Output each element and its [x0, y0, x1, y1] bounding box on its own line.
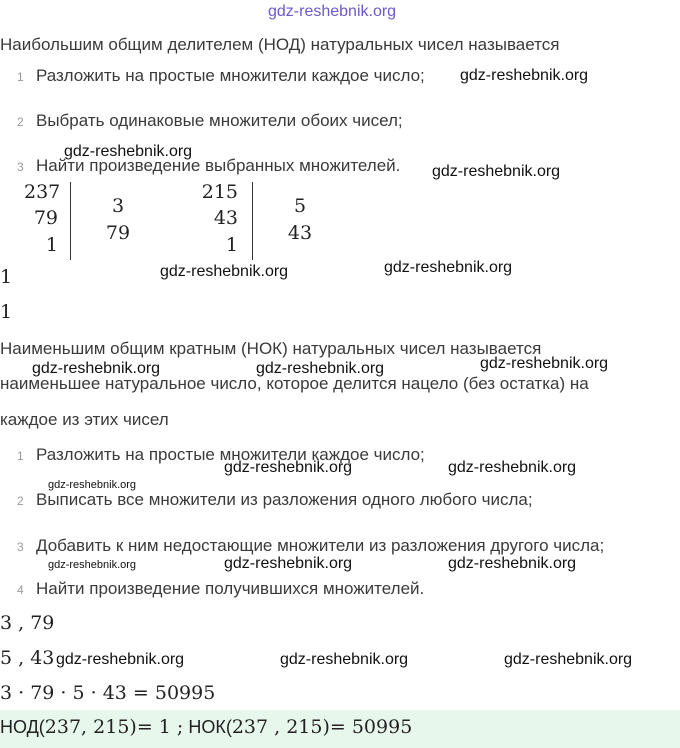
watermark: gdz-reshebnik.org: [224, 555, 353, 572]
nok-step-3-number: 3: [17, 540, 24, 554]
watermark: gdz-reshebnik.org: [448, 555, 577, 572]
nod-step-2-text: Выбрать одинаковые множители обоих чисел;: [36, 111, 403, 130]
watermark-small: gdz-reshebnik.org: [48, 479, 137, 491]
nok-step-3-text: Добавить к ним недостающие множители из разложения другого числа;: [36, 536, 605, 555]
nod-step-3-text: Найти произведение выбранных множителей.: [36, 156, 401, 175]
nod-definition: Наибольшим общим делителем (НОД) натуральных чисел называется: [0, 35, 560, 54]
watermark: gdz-reshebnik.org: [224, 459, 353, 476]
table1-left-2: 1: [45, 234, 58, 256]
nod-step-2-number: 2: [17, 115, 24, 129]
nod-result-line-1: 1: [0, 266, 13, 288]
nok-step-1-text: Разложить на простые множители каждое число;: [36, 445, 425, 464]
table2-left-1: 43: [213, 207, 238, 229]
table1-left-1: 79: [33, 207, 58, 229]
nok-answer-label: НОК(: [188, 717, 232, 737]
nok-answer-eq: )= 50995: [322, 716, 413, 738]
nok-factors-line-1: 3 , 79: [0, 612, 55, 634]
nod-answer-args: 237, 215: [44, 716, 130, 738]
table1-divider: [70, 182, 71, 260]
nod-step-3-number: 3: [17, 160, 24, 174]
watermark: gdz-reshebnik.org: [64, 143, 193, 160]
nod-step-1-text: Разложить на простые множители каждое число;: [36, 66, 425, 85]
table1-right-0: 3: [111, 195, 125, 217]
watermark-top: gdz-reshebnik.org: [268, 3, 397, 20]
watermark: gdz-reshebnik.org: [384, 259, 513, 276]
watermark: gdz-reshebnik.org: [480, 355, 609, 372]
table2-right-0: 5: [293, 195, 307, 217]
watermark: gdz-reshebnik.org: [256, 360, 385, 377]
watermark-small: gdz-reshebnik.org: [48, 559, 137, 571]
nod-answer-label: НОД(: [0, 717, 45, 737]
watermark: gdz-reshebnik.org: [160, 263, 289, 280]
nok-answer-args: 237 , 215: [231, 716, 323, 738]
answer-line: [0, 716, 412, 738]
table2-left-2: 1: [225, 234, 238, 256]
table1-right-1: 79: [105, 222, 131, 244]
watermark: gdz-reshebnik.org: [460, 67, 589, 84]
watermark: gdz-reshebnik.org: [448, 459, 577, 476]
table1-left-0: 237: [24, 181, 61, 203]
nok-definition-line-3: каждое из этих чисел: [0, 410, 169, 429]
watermark: gdz-reshebnik.org: [56, 651, 185, 668]
nok-step-4-text: Найти произведение получившихся множителей.: [36, 579, 425, 598]
table2-divider: [252, 182, 253, 260]
nod-result-line-2: 1: [0, 301, 13, 323]
nok-factors-line-2: 5 , 43: [0, 647, 55, 669]
nok-definition-line-2: наименьшее натуральное число, которое делится нацело (без остатка) на: [0, 374, 589, 393]
watermark: gdz-reshebnik.org: [432, 163, 561, 180]
nod-answer-eq: )= 1 ;: [129, 716, 184, 738]
nok-step-4-number: 4: [17, 583, 24, 597]
table2-right-1: 43: [287, 222, 313, 244]
nok-step-1-number: 1: [17, 449, 24, 463]
nok-definition-line-1: Наименьшим общим кратным (НОК) натуральных чисел называется: [0, 339, 542, 358]
nok-step-2-text: Выписать все множители из разложения одного любого числа;: [36, 490, 533, 509]
nod-step-1-number: 1: [17, 70, 24, 84]
watermark: gdz-reshebnik.org: [280, 651, 409, 668]
table2-left-0: 215: [201, 181, 238, 203]
nok-step-2-number: 2: [17, 494, 24, 508]
watermark: gdz-reshebnik.org: [32, 360, 161, 377]
watermark: gdz-reshebnik.org: [504, 651, 633, 668]
nok-product-line: 3 · 79 · 5 · 43 = 50995: [0, 682, 216, 704]
